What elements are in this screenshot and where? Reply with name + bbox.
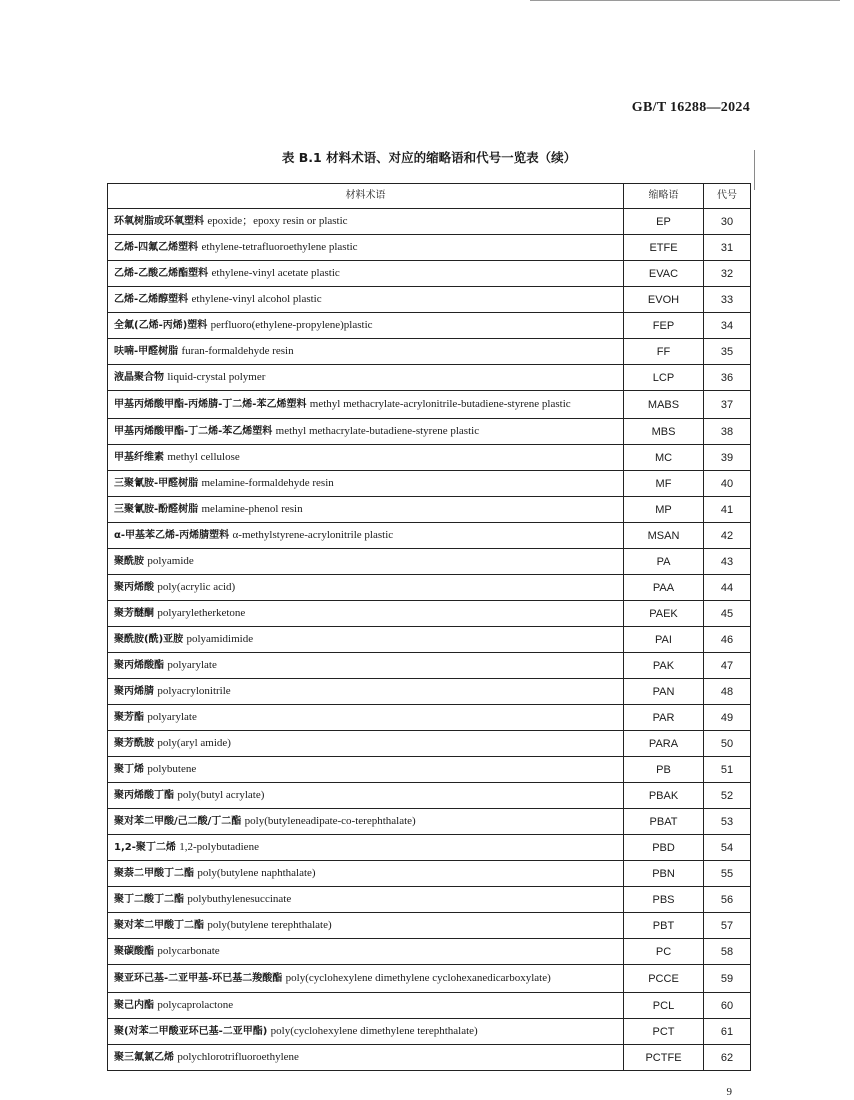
abbreviation-cell: PCCE [624, 965, 704, 993]
abbreviation-cell: EVAC [624, 261, 704, 287]
term-cell [108, 339, 624, 365]
term-cell [108, 261, 624, 287]
table-row [108, 601, 751, 627]
abbreviation-cell: PAR [624, 705, 704, 731]
abbreviation-cell: PA [624, 549, 704, 575]
table-row [108, 939, 751, 965]
term-chinese: 聚三氟氯乙烯 [114, 1052, 174, 1063]
code-cell: 34 [704, 313, 751, 339]
abbreviation-cell: PCTFE [624, 1045, 704, 1071]
table-row [108, 209, 751, 235]
term-cell [108, 471, 624, 497]
term-chinese: 甲基丙烯酸甲酯-丁二烯-苯乙烯塑料 [114, 426, 273, 437]
code-cell: 52 [704, 783, 751, 809]
term-cell [108, 391, 624, 419]
code-cell: 49 [704, 705, 751, 731]
term-cell [108, 993, 624, 1019]
term-cell [108, 679, 624, 705]
table-row [108, 313, 751, 339]
code-cell: 61 [704, 1019, 751, 1045]
abbreviation-cell: PBAK [624, 783, 704, 809]
code-cell: 32 [704, 261, 751, 287]
term-cell [108, 861, 624, 887]
term-cell [108, 627, 624, 653]
table-row [108, 471, 751, 497]
term-chinese: 聚芳酰胺 [114, 738, 154, 749]
abbreviation-cell: PCL [624, 993, 704, 1019]
abbreviation-cell: PC [624, 939, 704, 965]
code-cell: 45 [704, 601, 751, 627]
code-cell: 47 [704, 653, 751, 679]
term-chinese: 聚丙烯腈 [114, 686, 154, 697]
term-chinese: 乙烯-四氟乙烯塑料 [114, 242, 199, 253]
term-english: polyacrylonitrile [157, 685, 231, 697]
term-chinese: 聚酰胺 [114, 556, 144, 567]
term-cell [108, 809, 624, 835]
code-cell: 31 [704, 235, 751, 261]
table-row [108, 887, 751, 913]
abbreviation-cell: FF [624, 339, 704, 365]
term-chinese: 甲基纤维素 [114, 452, 164, 463]
term-english: polychlorotrifluoroethylene [177, 1051, 299, 1063]
term-chinese: 聚丙烯酸 [114, 582, 154, 593]
abbreviation-cell: MABS [624, 391, 704, 419]
code-cell: 57 [704, 913, 751, 939]
term-english: furan-formaldehyde resin [181, 345, 294, 357]
term-english: poly(butyl acrylate) [177, 789, 265, 801]
table-row [108, 287, 751, 313]
term-chinese: 聚萘二甲酸丁二酯 [114, 868, 194, 879]
term-chinese: 三聚氰胺-甲醛树脂 [114, 478, 199, 489]
table-row [108, 391, 751, 419]
term-english: polycaprolactone [157, 999, 234, 1011]
term-english: polyarylate [147, 711, 197, 723]
table-row [108, 783, 751, 809]
term-chinese: 三聚氰胺-酚醛树脂 [114, 504, 199, 515]
abbreviation-cell: EP [624, 209, 704, 235]
code-cell: 60 [704, 993, 751, 1019]
abbreviation-cell: PAI [624, 627, 704, 653]
term-cell [108, 445, 624, 471]
term-english: methyl methacrylate-butadiene-styrene plastic [275, 425, 480, 437]
term-chinese: 乙烯-乙酸乙烯酯塑料 [114, 268, 209, 279]
code-cell: 54 [704, 835, 751, 861]
term-english: ethylene-vinyl alcohol plastic [191, 293, 322, 305]
abbreviation-cell: PAA [624, 575, 704, 601]
code-cell: 50 [704, 731, 751, 757]
term-chinese: 聚丙烯酸酯 [114, 660, 164, 671]
term-cell [108, 705, 624, 731]
term-chinese: 全氟(乙烯-丙烯)塑料 [114, 320, 208, 331]
term-english: polybutene [147, 763, 197, 775]
term-chinese: 环氧树脂或环氧塑料 [114, 216, 204, 227]
table-row [108, 757, 751, 783]
term-cell [108, 601, 624, 627]
term-chinese: 聚亚环己基-二亚甲基-环已基二羧酸酯 [114, 973, 283, 984]
term-chinese: 1,2-聚丁二烯 [114, 842, 176, 853]
code-cell: 36 [704, 365, 751, 391]
term-chinese: 聚丁烯 [114, 764, 144, 775]
table-row [108, 705, 751, 731]
column-header-term: 材料术语 [108, 184, 624, 209]
table-row [108, 809, 751, 835]
term-cell [108, 965, 624, 993]
code-cell: 53 [704, 809, 751, 835]
table-header-row [108, 184, 751, 209]
table-row [108, 445, 751, 471]
term-english: melamine-formaldehyde resin [201, 477, 334, 489]
scan-edge-line [754, 150, 755, 190]
term-cell [108, 757, 624, 783]
term-cell [108, 419, 624, 445]
terms-table [107, 183, 751, 1071]
term-cell [108, 313, 624, 339]
table-row [108, 835, 751, 861]
term-cell [108, 913, 624, 939]
scan-edge-line [530, 0, 840, 1]
table-row [108, 653, 751, 679]
term-english: melamine-phenol resin [201, 503, 303, 515]
term-cell [108, 235, 624, 261]
term-chinese: 聚对苯二甲酸/己二酸/丁二酯 [114, 816, 242, 827]
code-cell: 41 [704, 497, 751, 523]
term-english: ethylene-tetrafluoroethylene plastic [201, 241, 358, 253]
code-cell: 37 [704, 391, 751, 419]
term-cell [108, 653, 624, 679]
term-cell [108, 1019, 624, 1045]
term-cell [108, 939, 624, 965]
term-english: polycarbonate [157, 945, 220, 957]
term-chinese: 聚芳酯 [114, 712, 144, 723]
abbreviation-cell: PBS [624, 887, 704, 913]
table-row [108, 993, 751, 1019]
term-chinese: 甲基丙烯酸甲酯-丙烯腈-丁二烯-苯乙烯塑料 [114, 399, 307, 410]
table-row [108, 965, 751, 993]
term-chinese: 聚芳醚酮 [114, 608, 154, 619]
term-cell [108, 287, 624, 313]
code-cell: 58 [704, 939, 751, 965]
code-cell: 44 [704, 575, 751, 601]
abbreviation-cell: PAN [624, 679, 704, 705]
code-cell: 43 [704, 549, 751, 575]
abbreviation-cell: PARA [624, 731, 704, 757]
term-english: poly(aryl amide) [157, 737, 231, 749]
term-cell [108, 549, 624, 575]
term-cell [108, 209, 624, 235]
code-cell: 48 [704, 679, 751, 705]
term-english: poly(butylene terephthalate) [207, 919, 332, 931]
abbreviation-cell: PCT [624, 1019, 704, 1045]
abbreviation-cell: PBN [624, 861, 704, 887]
term-english: poly(acrylic acid) [157, 581, 236, 593]
term-cell [108, 835, 624, 861]
term-chinese: 聚丙烯酸丁酯 [114, 790, 174, 801]
code-cell: 51 [704, 757, 751, 783]
term-english: α-methylstyrene-acrylonitrile plastic [232, 529, 394, 541]
term-english: methyl cellulose [167, 451, 240, 463]
table-row [108, 365, 751, 391]
code-cell: 56 [704, 887, 751, 913]
page-number: 9 [726, 1086, 732, 1098]
abbreviation-cell: ETFE [624, 235, 704, 261]
abbreviation-cell: PBT [624, 913, 704, 939]
table-row [108, 731, 751, 757]
table-row [108, 913, 751, 939]
table-row [108, 419, 751, 445]
code-cell: 62 [704, 1045, 751, 1071]
code-cell: 40 [704, 471, 751, 497]
term-chinese: 聚对苯二甲酸丁二酯 [114, 920, 204, 931]
term-cell [108, 887, 624, 913]
abbreviation-cell: MP [624, 497, 704, 523]
term-chinese: α-甲基苯乙烯-丙烯腈塑料 [114, 530, 230, 541]
code-cell: 55 [704, 861, 751, 887]
abbreviation-cell: MC [624, 445, 704, 471]
abbreviation-cell: PAK [624, 653, 704, 679]
table-row [108, 261, 751, 287]
table-row [108, 235, 751, 261]
term-cell [108, 497, 624, 523]
table-title: 表 B.1 材料术语、对应的缩略语和代号一览表（续） [281, 150, 577, 165]
abbreviation-cell: PBD [624, 835, 704, 861]
term-chinese: 液晶聚合物 [114, 372, 164, 383]
term-cell [108, 575, 624, 601]
term-english: poly(butyleneadipate-co-terephthalate) [244, 815, 416, 827]
term-chinese: 乙烯-乙烯醇塑料 [114, 294, 189, 305]
table-row [108, 627, 751, 653]
term-english: epoxide；epoxy resin or plastic [207, 215, 348, 227]
code-cell: 39 [704, 445, 751, 471]
table-row [108, 523, 751, 549]
term-english: 1,2-polybutadiene [179, 841, 259, 853]
term-cell [108, 523, 624, 549]
term-cell [108, 1045, 624, 1071]
term-chinese: 聚丁二酸丁二酯 [114, 894, 184, 905]
abbreviation-cell: FEP [624, 313, 704, 339]
standard-number: GB/T 16288—2024 [631, 100, 750, 115]
term-english: poly(cyclohexylene dimethylene terephthalate) [270, 1025, 478, 1037]
term-chinese: 聚(对苯二甲酸亚环已基-二亚甲酯) [114, 1026, 268, 1037]
abbreviation-cell: PB [624, 757, 704, 783]
term-english: poly(butylene naphthalate) [197, 867, 316, 879]
code-cell: 35 [704, 339, 751, 365]
term-cell [108, 783, 624, 809]
table-row [108, 679, 751, 705]
term-english: perfluoro(ethylene-propylene)plastic [210, 319, 373, 331]
term-english: poly(cyclohexylene dimethylene cyclohexanedicarboxylate) [285, 972, 551, 984]
term-chinese: 聚己内酯 [114, 1000, 154, 1011]
term-chinese: 呋喃-甲醛树脂 [114, 346, 179, 357]
term-english: polyamide [147, 555, 194, 567]
abbreviation-cell: PBAT [624, 809, 704, 835]
code-cell: 38 [704, 419, 751, 445]
abbreviation-cell: MF [624, 471, 704, 497]
table-row [108, 497, 751, 523]
table-row [108, 549, 751, 575]
term-english: polyaryletherketone [157, 607, 246, 619]
column-header-code: 代号 [704, 184, 751, 209]
term-english: methyl methacrylate-acrylonitrile-butadiene-styrene plastic [309, 398, 571, 410]
code-cell: 33 [704, 287, 751, 313]
table-row [108, 575, 751, 601]
code-cell: 42 [704, 523, 751, 549]
table-row [108, 1019, 751, 1045]
term-english: liquid-crystal polymer [167, 371, 266, 383]
term-english: polybuthylenesuccinate [187, 893, 292, 905]
abbreviation-cell: EVOH [624, 287, 704, 313]
code-cell: 30 [704, 209, 751, 235]
table-row [108, 1045, 751, 1071]
term-english: polyarylate [167, 659, 217, 671]
abbreviation-cell: MSAN [624, 523, 704, 549]
table-row [108, 861, 751, 887]
term-chinese: 聚酰胺(酰)亚胺 [114, 634, 184, 645]
code-cell: 46 [704, 627, 751, 653]
abbreviation-cell: LCP [624, 365, 704, 391]
term-chinese: 聚碳酸酯 [114, 946, 154, 957]
code-cell: 59 [704, 965, 751, 993]
term-cell [108, 365, 624, 391]
abbreviation-cell: MBS [624, 419, 704, 445]
table-row [108, 339, 751, 365]
term-english: polyamidimide [186, 633, 254, 645]
column-header-abbr: 缩略语 [624, 184, 704, 209]
term-cell [108, 731, 624, 757]
abbreviation-cell: PAEK [624, 601, 704, 627]
term-english: ethylene-vinyl acetate plastic [211, 267, 340, 279]
